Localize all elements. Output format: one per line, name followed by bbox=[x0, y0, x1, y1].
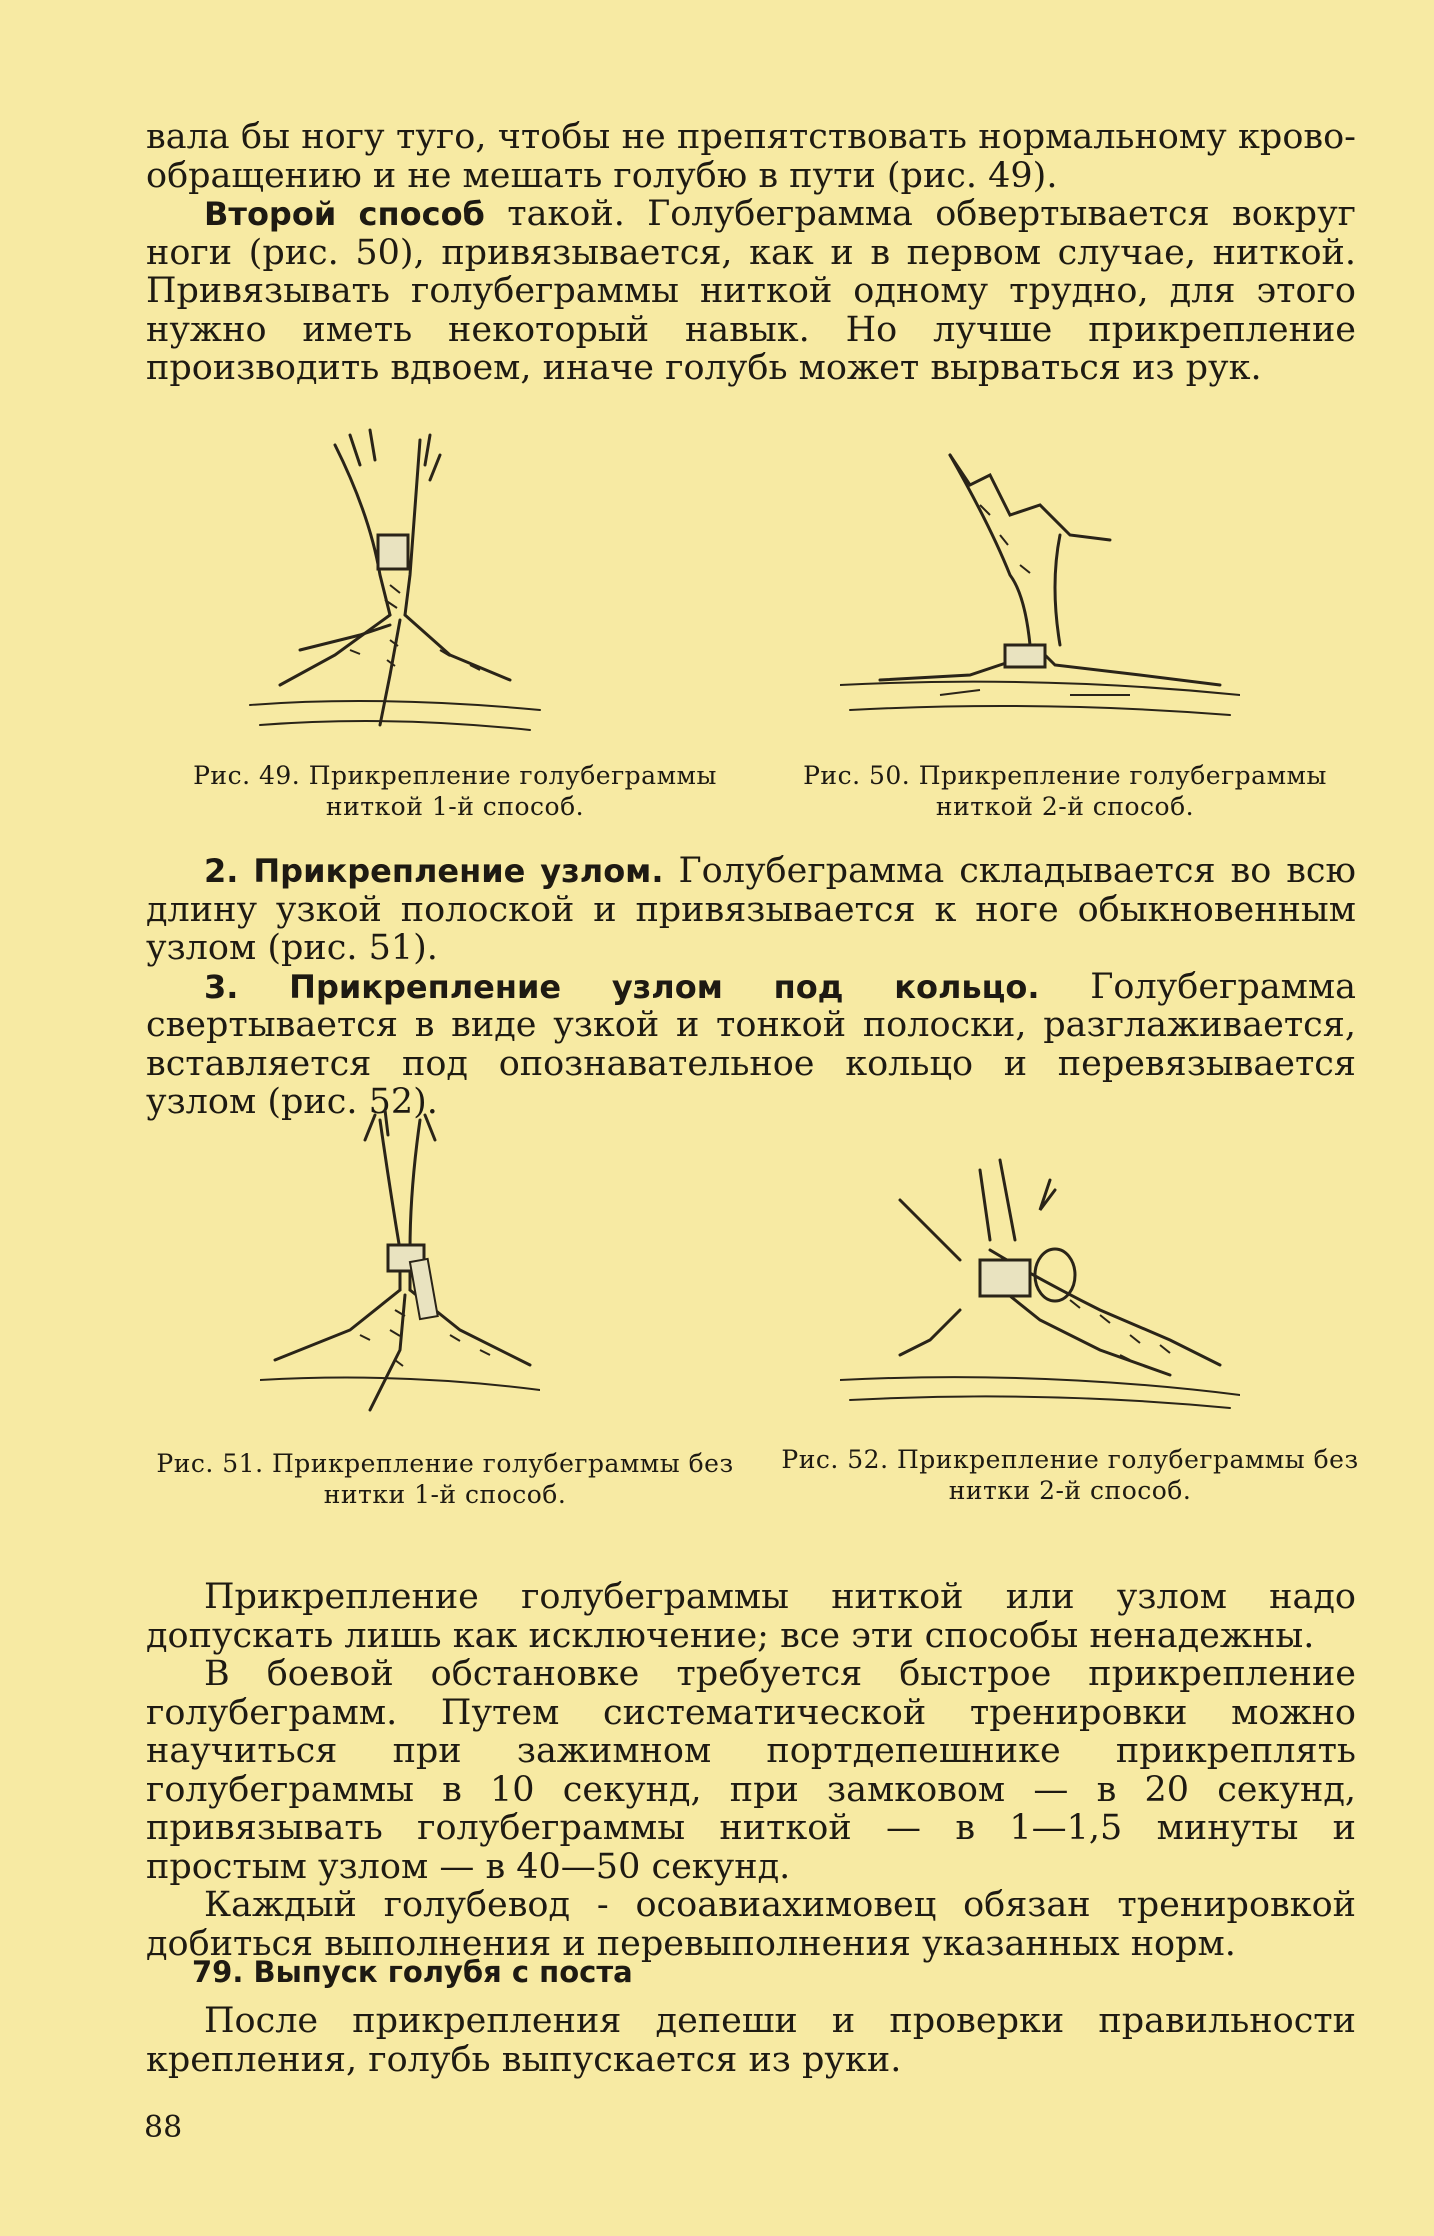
paragraph-training: Каждый голубевод - осоавиахимовец обязан тренировкой добиться выполнения и перевыполнения указанных норм. bbox=[146, 1885, 1356, 1964]
paragraph-release: После прикрепления депеши и проверки правильности крепления, голубь выпускается из руки. bbox=[146, 2001, 1356, 2080]
figure-51-illustration bbox=[260, 1110, 540, 1430]
figure-52-caption: Рис. 52. Прикрепление голубеграммы без нитки 2-й способ. bbox=[781, 1445, 1359, 1505]
page-number: 88 bbox=[144, 2110, 183, 2145]
figure-51-caption: Рис. 51. Прикрепление голубеграммы без нитки 1-й способ. bbox=[156, 1449, 734, 1509]
figure-50-caption: Рис. 50. Прикрепление голубеграммы ниткой 2-й способ. bbox=[803, 761, 1327, 821]
figure-52-illustration bbox=[840, 1150, 1240, 1430]
section-text bbox=[146, 2002, 1356, 2079]
paragraph-exception: Прикрепление голубеграммы ниткой или узлом надо допускать лишь как исключение; все эти способы ненадежны. bbox=[146, 1577, 1356, 1656]
figure-50-illustration bbox=[840, 445, 1240, 745]
ring-method-title: 3. Прикрепление узлом под кольцо. bbox=[204, 967, 1040, 1006]
bottom-text bbox=[146, 1578, 1356, 1963]
knot-method-text: Голубеграмма складывается во всю длину узкой полоской и привязывается к ноге обыкновенным узлом (рис. 51). bbox=[146, 851, 1357, 968]
paragraph-knot-method bbox=[146, 852, 1356, 968]
second-method-title: Второй способ bbox=[204, 195, 485, 233]
knot-method-title: 2. Прикрепление узлом. bbox=[204, 852, 664, 890]
paragraph-continuation: вала бы ногу туго, чтобы не препятствовать нормальному крово-обращению и не мешать голубю в пути (рис. 49). bbox=[146, 117, 1356, 196]
paragraph-second-method bbox=[146, 195, 1356, 388]
figure-49-illustration bbox=[240, 425, 560, 745]
ring-method-text: Голубеграмма свертывается в виде узкой и тонкой полоски, разглаживается, вставляется под опознавательное кольцо и перевязывается узлом (рис. 52). bbox=[146, 966, 1356, 1122]
second-method-text: такой. Голубеграмма обвертывается вокруг ноги (рис. 50), привязывается, как и в первом случае, ниткой. Привязывать голубеграммы ниткой одному трудно, для этого нужно иметь некоторый навык. Но лучше прикрепление производить вдвоем, иначе голубь может вырваться из рук. bbox=[146, 194, 1356, 388]
paragraph-ring-method bbox=[146, 968, 1356, 1122]
middle-text bbox=[146, 852, 1356, 1122]
section-heading: 79. Выпуск голубя с поста bbox=[192, 1955, 633, 1989]
figure-49-caption: Рис. 49. Прикрепление голубеграммы ниткой 1-й способ. bbox=[193, 761, 717, 821]
top-text bbox=[146, 118, 1356, 388]
paragraph-combat: В боевой обстановке требуется быстрое прикрепление голубеграмм. Путем систематической тренировки можно научиться при зажимном портдепешнике прикреплять голубеграммы в 10 секунд, при замковом — в 20 секунд, привязывать голубеграммы ниткой — в 1—1,5 минуты и простым узлом — в 40—50 секунд. bbox=[146, 1654, 1356, 1887]
